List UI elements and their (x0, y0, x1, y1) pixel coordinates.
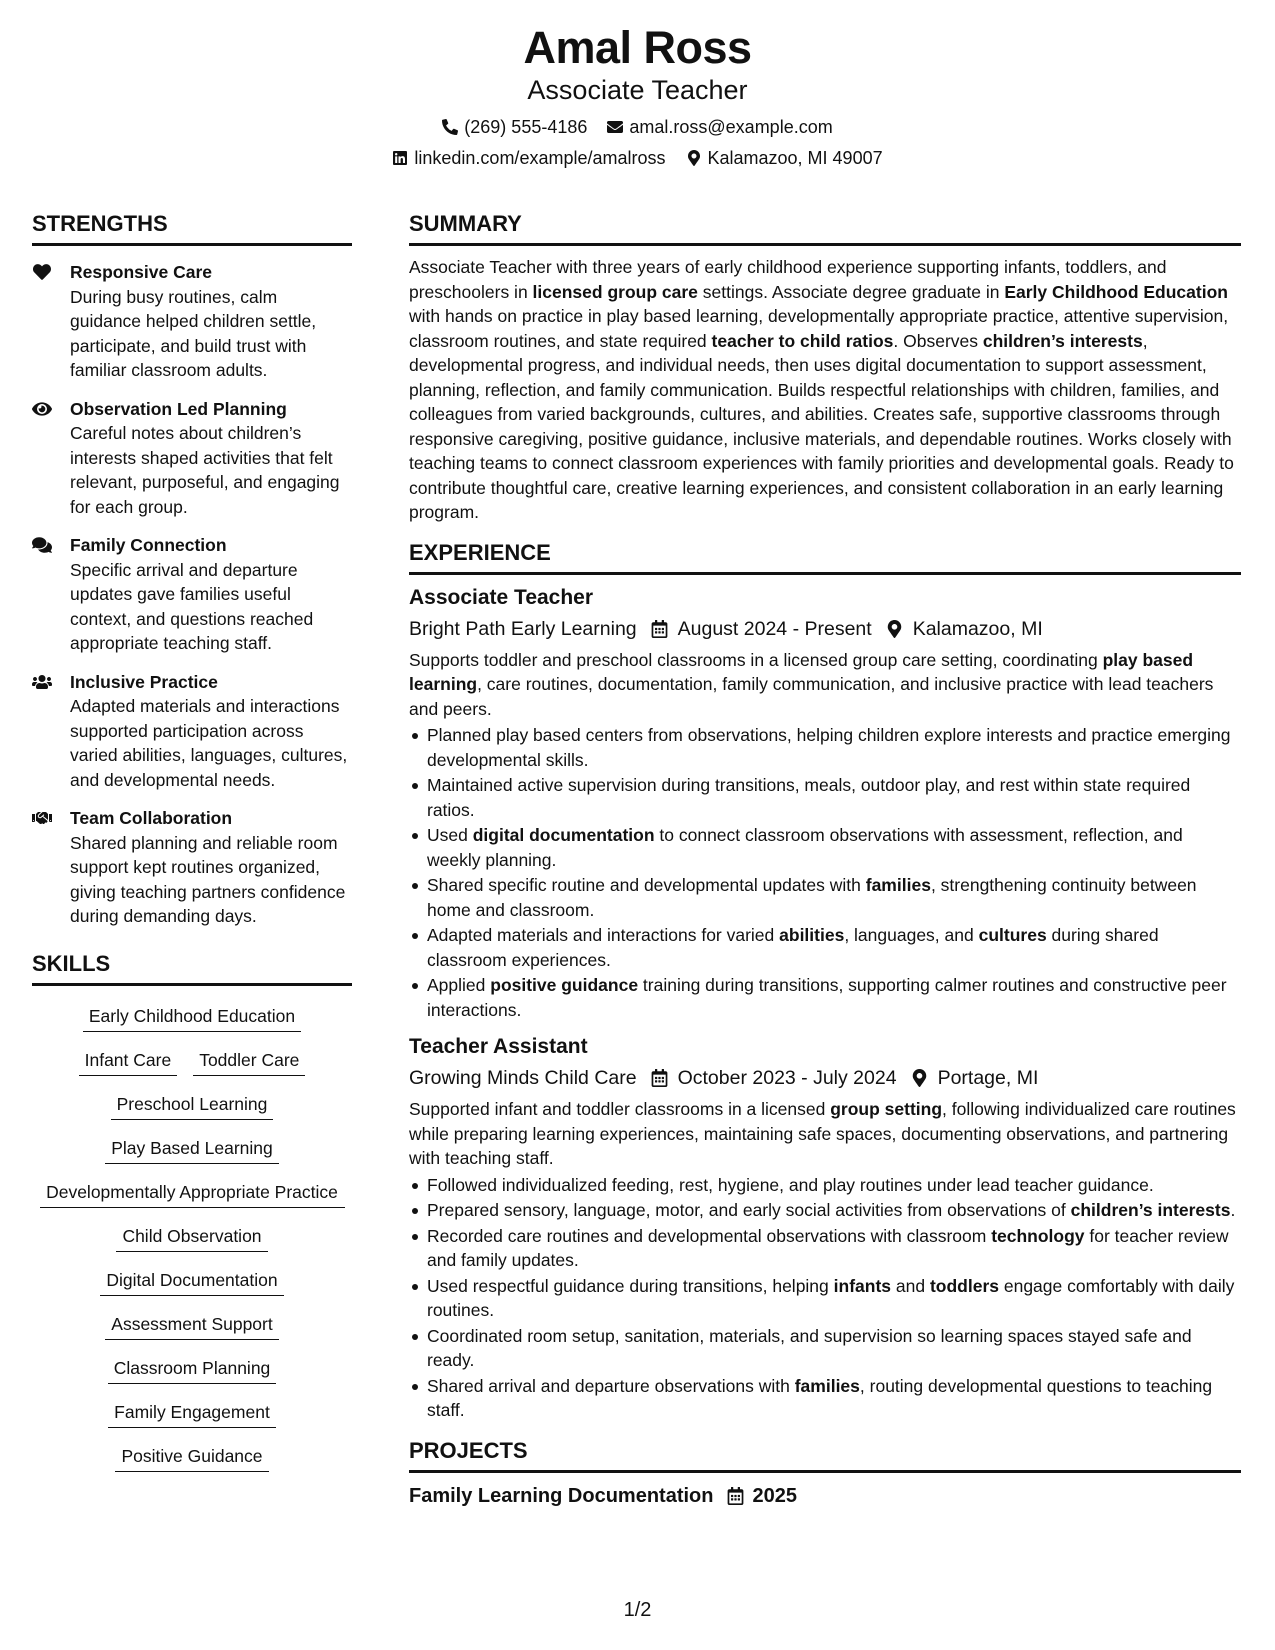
text-segment: Associate Teacher with three years of early childhood experience supporting infants, toddlers, and preschoolers in (409, 257, 1167, 302)
bold-text: Early Childhood Education (1004, 281, 1228, 302)
page-number: 1/2 (623, 1599, 652, 1621)
bold-text: toddlers (929, 1275, 999, 1296)
users-icon (32, 670, 70, 793)
heart-icon (32, 260, 70, 383)
map-marker-icon (911, 1069, 928, 1087)
skill-tag: Early Childhood Education (83, 1004, 301, 1032)
bold-text: positive guidance (490, 975, 639, 995)
heart-icon (32, 263, 52, 281)
text-segment: settings. Associate degree graduate in (697, 281, 1005, 302)
strength-title: Family Connection (70, 535, 227, 555)
text-segment: Planned play based centers from observations, helping children explore interests and practice emerging developmental skills. (427, 725, 1231, 770)
job-bullets (409, 1173, 1241, 1423)
skills-heading: SKILLS (32, 951, 352, 986)
job-meta (409, 1065, 1241, 1091)
skill-tag: Developmentally Appropriate Practice (40, 1180, 345, 1208)
skill-tag: Assessment Support (105, 1312, 278, 1340)
calendar-icon (651, 1069, 668, 1087)
text-segment: , languages, and (844, 925, 979, 945)
job-location: Kalamazoo, MI (912, 617, 1043, 640)
eye-icon (32, 397, 70, 520)
strength-item (32, 670, 352, 793)
skill-tag: Digital Documentation (100, 1268, 283, 1296)
bold-text: group setting (830, 1099, 943, 1119)
strengths-heading: STRENGTHS (32, 211, 352, 246)
map-marker-icon (686, 150, 702, 166)
strength-description: During busy routines, calm guidance helped children settle, participate, and build trust with familiar classroom adults. (70, 286, 317, 380)
bullet-item (409, 1198, 1241, 1223)
text-segment: , routing developmental questions to teaching staff. (427, 1375, 1213, 1420)
phone-contact (442, 116, 587, 138)
bold-text: children’s interests (1070, 1200, 1231, 1220)
text-segment: , strengthening continuity between home and classroom. (427, 875, 1197, 920)
project-year: 2025 (752, 1484, 797, 1507)
projects-list (409, 1483, 1241, 1509)
location-contact (686, 147, 883, 169)
skill-row (108, 1400, 276, 1428)
skill-tag: Family Engagement (108, 1400, 276, 1428)
map-marker-icon (886, 620, 903, 638)
contact-row-1 (0, 116, 1275, 138)
bold-text: digital documentation (472, 825, 655, 845)
text-segment: Shared specific routine and developmental updates with (427, 875, 866, 895)
location-text: Kalamazoo, MI 49007 (707, 148, 883, 168)
strength-body (70, 806, 352, 929)
job-title: Associate Teacher (409, 585, 594, 609)
bold-text: play based learning (409, 649, 1194, 694)
skill-row (105, 1136, 279, 1164)
project-title: Family Learning Documentation (409, 1484, 714, 1507)
text-segment: to connect classroom observations with assessment, reflection, and weekly planning. (427, 825, 1183, 870)
skill-row (115, 1444, 268, 1472)
eye-icon (32, 400, 52, 418)
text-segment: Used respectful guidance during transitions, helping (427, 1275, 834, 1296)
text-segment: Prepared sensory, language, motor, and early social activities from observations of (427, 1200, 1071, 1220)
strengths-list (32, 260, 352, 929)
skills-list (32, 1004, 352, 1488)
map-marker-icon (911, 1069, 928, 1087)
text-segment: training during transitions, supporting calmer routines and constructive peer interactions. (427, 975, 1227, 1020)
job-dates: October 2023 - July 2024 (677, 1067, 897, 1089)
bullet-item (409, 773, 1241, 822)
calendar-icon (651, 1069, 668, 1087)
job-bullets (409, 723, 1241, 1022)
text-segment: , following individualized care routines while preparing learning experiences, maintaining safe spaces, documenting observations, and partnering with teaching staff. (409, 1099, 1236, 1168)
job-entry (409, 1034, 1241, 1423)
candidate-name: Amal Ross (523, 22, 752, 73)
skill-row (40, 1180, 345, 1208)
bullet-item (409, 1324, 1241, 1373)
job-location: Portage, MI (937, 1067, 1039, 1089)
users-icon (32, 673, 52, 691)
bold-text: infants (833, 1275, 892, 1296)
skill-row (100, 1268, 283, 1296)
calendar-icon (651, 620, 668, 638)
skill-row (111, 1092, 274, 1120)
text-segment: during shared classroom experiences. (427, 925, 1159, 970)
skill-row (108, 1356, 277, 1384)
map-marker-icon (886, 620, 903, 638)
bullet-item (409, 923, 1241, 972)
bullet-item (409, 873, 1241, 922)
skill-row (116, 1224, 267, 1252)
job-description (409, 1097, 1241, 1171)
strength-title: Observation Led Planning (70, 398, 287, 419)
experience-heading: EXPERIENCE (409, 540, 1241, 575)
bold-text: families (865, 875, 931, 895)
text-segment: Supports toddler and preschool classrooms in a licensed group care setting, coordinating (409, 649, 1103, 670)
right-column (409, 211, 1241, 1509)
strength-item (32, 533, 352, 656)
phone-text: (269) 555-4186 (464, 117, 588, 137)
envelope-icon (607, 119, 623, 135)
text-segment: Maintained active supervision during transitions, meals, outdoor play, and rest within state required ratios. (427, 775, 1191, 820)
summary-heading: SUMMARY (409, 211, 1241, 246)
bullet-item (409, 1274, 1241, 1323)
strength-item (32, 260, 352, 383)
bullet-item (409, 1374, 1241, 1423)
bold-text: teacher to child ratios (711, 330, 894, 351)
linkedin-text: linkedin.com/example/amalross (414, 148, 666, 168)
summary-text (409, 255, 1241, 525)
text-segment: , developmental progress, and individual needs, then uses digital documentation to support assessment, planning, reflection, and family communication. Builds respectful relationships with children, families, and colleagues from varied backgrounds, cultures, and abilities. Creates safe, supportive classrooms through responsive caregiving, positive guidance, inclusive materials, and dependable routines. Works closely with teaching teams to connect classroom experiences with family priorities and developmental goals. Ready to contribute thoughtful care, creative learning experiences, and consistent collaboration in an early learning program. (409, 330, 1234, 522)
strength-body (70, 670, 352, 793)
job-dates: August 2024 - Present (677, 617, 872, 640)
bullet-item (409, 973, 1241, 1022)
skill-tag: Positive Guidance (115, 1444, 268, 1472)
skill-row (83, 1004, 301, 1032)
calendar-icon (727, 1487, 744, 1505)
bullet-item (409, 723, 1241, 772)
bullet-item (409, 823, 1241, 872)
job-meta (409, 616, 1241, 642)
projects-heading: PROJECTS (409, 1438, 1241, 1473)
strength-item (32, 806, 352, 929)
candidate-title: Associate Teacher (527, 75, 748, 105)
text-segment: Supported infant and toddler classrooms in a licensed (409, 1099, 831, 1119)
skill-tag: Classroom Planning (108, 1356, 277, 1384)
job-entry (409, 585, 1241, 1023)
bold-text: abilities (779, 925, 845, 945)
strength-item (32, 397, 352, 520)
calendar-icon (651, 620, 668, 638)
company-name: Bright Path Early Learning (409, 617, 637, 640)
text-segment: and (891, 1275, 930, 1296)
text-segment: , care routines, documentation, family communication, and inclusive practice with lead teachers and peers. (409, 674, 1214, 719)
strength-body (70, 260, 352, 383)
skill-tag: Toddler Care (193, 1048, 305, 1076)
strength-body (70, 397, 352, 520)
company-name: Growing Minds Child Care (409, 1067, 637, 1089)
bullet-item (409, 1224, 1241, 1273)
strength-title: Inclusive Practice (70, 671, 218, 692)
text-segment: . (1230, 1200, 1236, 1220)
job-title: Teacher Assistant (409, 1035, 588, 1058)
text-segment: Applied (427, 975, 491, 995)
project-entry (409, 1483, 1241, 1509)
text-segment: Adapted materials and interactions for varied (427, 925, 780, 945)
handshake-icon (32, 809, 52, 827)
contact-row-2 (0, 147, 1275, 169)
text-segment: for teacher review and family updates. (427, 1225, 1229, 1270)
skill-tag: Preschool Learning (111, 1092, 274, 1120)
email-text: amal.ross@example.com (629, 117, 833, 137)
calendar-icon (727, 1487, 744, 1505)
experience-list (409, 585, 1241, 1423)
email-contact[interactable] (607, 116, 832, 138)
strength-description: Careful notes about children’s interests shaped activities that felt relevant, purposeful, and engaging for each group. (70, 423, 340, 517)
skill-tag: Child Observation (116, 1224, 267, 1252)
bold-text: families (794, 1375, 860, 1396)
text-segment: Used (427, 825, 473, 845)
bold-text: technology (991, 1225, 1085, 1246)
text-segment: Coordinated room setup, sanitation, materials, and supervision so learning spaces stayed safe and ready. (427, 1325, 1192, 1370)
text-segment: with hands on practice in play based learning, developmentally appropriate practice, attentive supervision, classroom routines, and state required (409, 306, 1229, 351)
bullet-item (409, 1173, 1241, 1198)
comments-icon (32, 536, 52, 554)
linkedin-contact[interactable] (392, 147, 665, 169)
resume-header (0, 22, 1275, 169)
job-description (409, 648, 1241, 722)
skill-tag: Infant Care (79, 1048, 178, 1076)
text-segment: Recorded care routines and developmental observations with classroom (427, 1225, 992, 1246)
strength-description: Adapted materials and interactions supported participation across varied abilities, languages, cultures, and developmental needs. (70, 696, 348, 790)
skill-tag: Play Based Learning (105, 1136, 279, 1164)
skill-row (105, 1312, 278, 1340)
text-segment: . Observes (893, 330, 983, 351)
comments-icon (32, 533, 70, 656)
strength-body (70, 533, 352, 656)
strength-description: Shared planning and reliable room support kept routines organized, giving teaching partners confidence during demanding days. (70, 832, 346, 926)
strength-title: Team Collaboration (70, 808, 233, 828)
handshake-icon (32, 806, 70, 929)
bold-text: cultures (978, 925, 1047, 945)
linkedin-icon (392, 150, 408, 166)
text-segment: engage comfortably with daily routines. (427, 1275, 1235, 1320)
text-segment: Followed individualized feeding, rest, hygiene, and play routines under lead teacher guidance. (427, 1174, 1154, 1195)
phone-icon (442, 119, 458, 135)
skill-row (79, 1048, 306, 1076)
bold-text: children’s interests (982, 330, 1143, 351)
strength-title: Responsive Care (70, 262, 213, 282)
strength-description: Specific arrival and departure updates gave families useful context, and questions reached appropriate teaching staff. (70, 559, 314, 653)
bold-text: licensed group care (532, 281, 698, 302)
left-column (32, 211, 352, 1488)
text-segment: Shared arrival and departure observations with (427, 1375, 795, 1396)
